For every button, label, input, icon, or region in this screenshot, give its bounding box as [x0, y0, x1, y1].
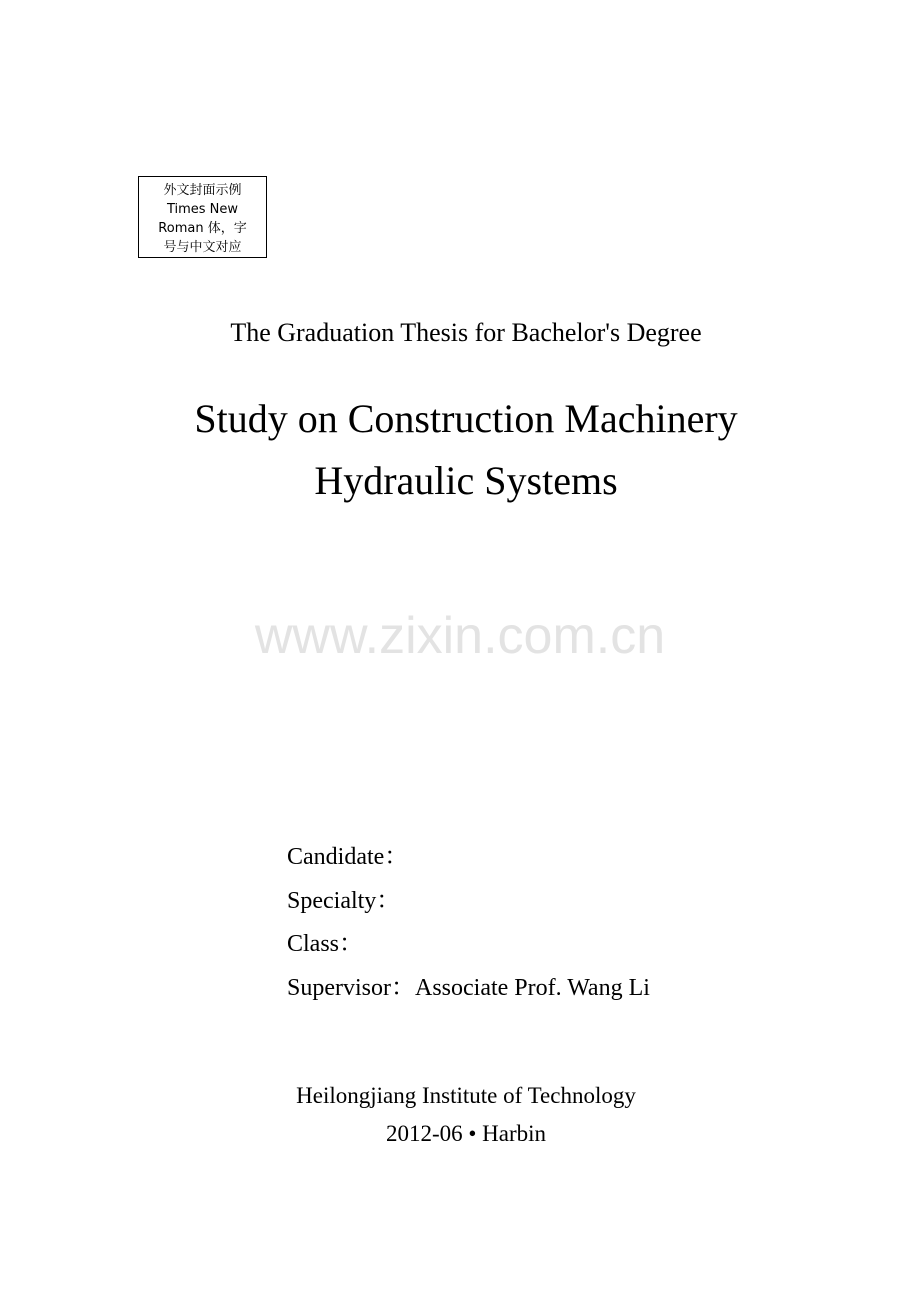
watermark: www.zixin.com.cn [254, 607, 666, 665]
note-line-4: 号与中文对应 [163, 240, 242, 255]
candidate-row [287, 836, 650, 880]
supervisor-label: Supervisor： [287, 974, 415, 1001]
degree-heading: The Graduation Thesis for Bachelor's Degree [230, 318, 702, 347]
specialty-row [287, 880, 650, 924]
note-line-2: Times New [166, 202, 239, 217]
class-label: Class： [287, 931, 364, 957]
note-line-1: 外文封面示例 [163, 183, 242, 198]
specialty-label: Specialty： [287, 887, 401, 914]
institute-name: Heilongjiang Institute of Technology [296, 1083, 636, 1108]
candidate-info-block [287, 836, 650, 1010]
supervisor-row [287, 967, 650, 1011]
note-line-3: Roman 体，字 [158, 221, 247, 236]
candidate-label: Candidate： [287, 844, 409, 870]
supervisor-value: Associate Prof. Wang Li [415, 974, 650, 1001]
cover-format-note [138, 176, 267, 258]
date-and-place: 2012-06 • Harbin [385, 1121, 547, 1146]
thesis-title-line-2: Hydraulic Systems [314, 458, 618, 503]
class-row [287, 923, 650, 967]
thesis-title-line-1: Study on Construction Machinery [194, 396, 738, 441]
